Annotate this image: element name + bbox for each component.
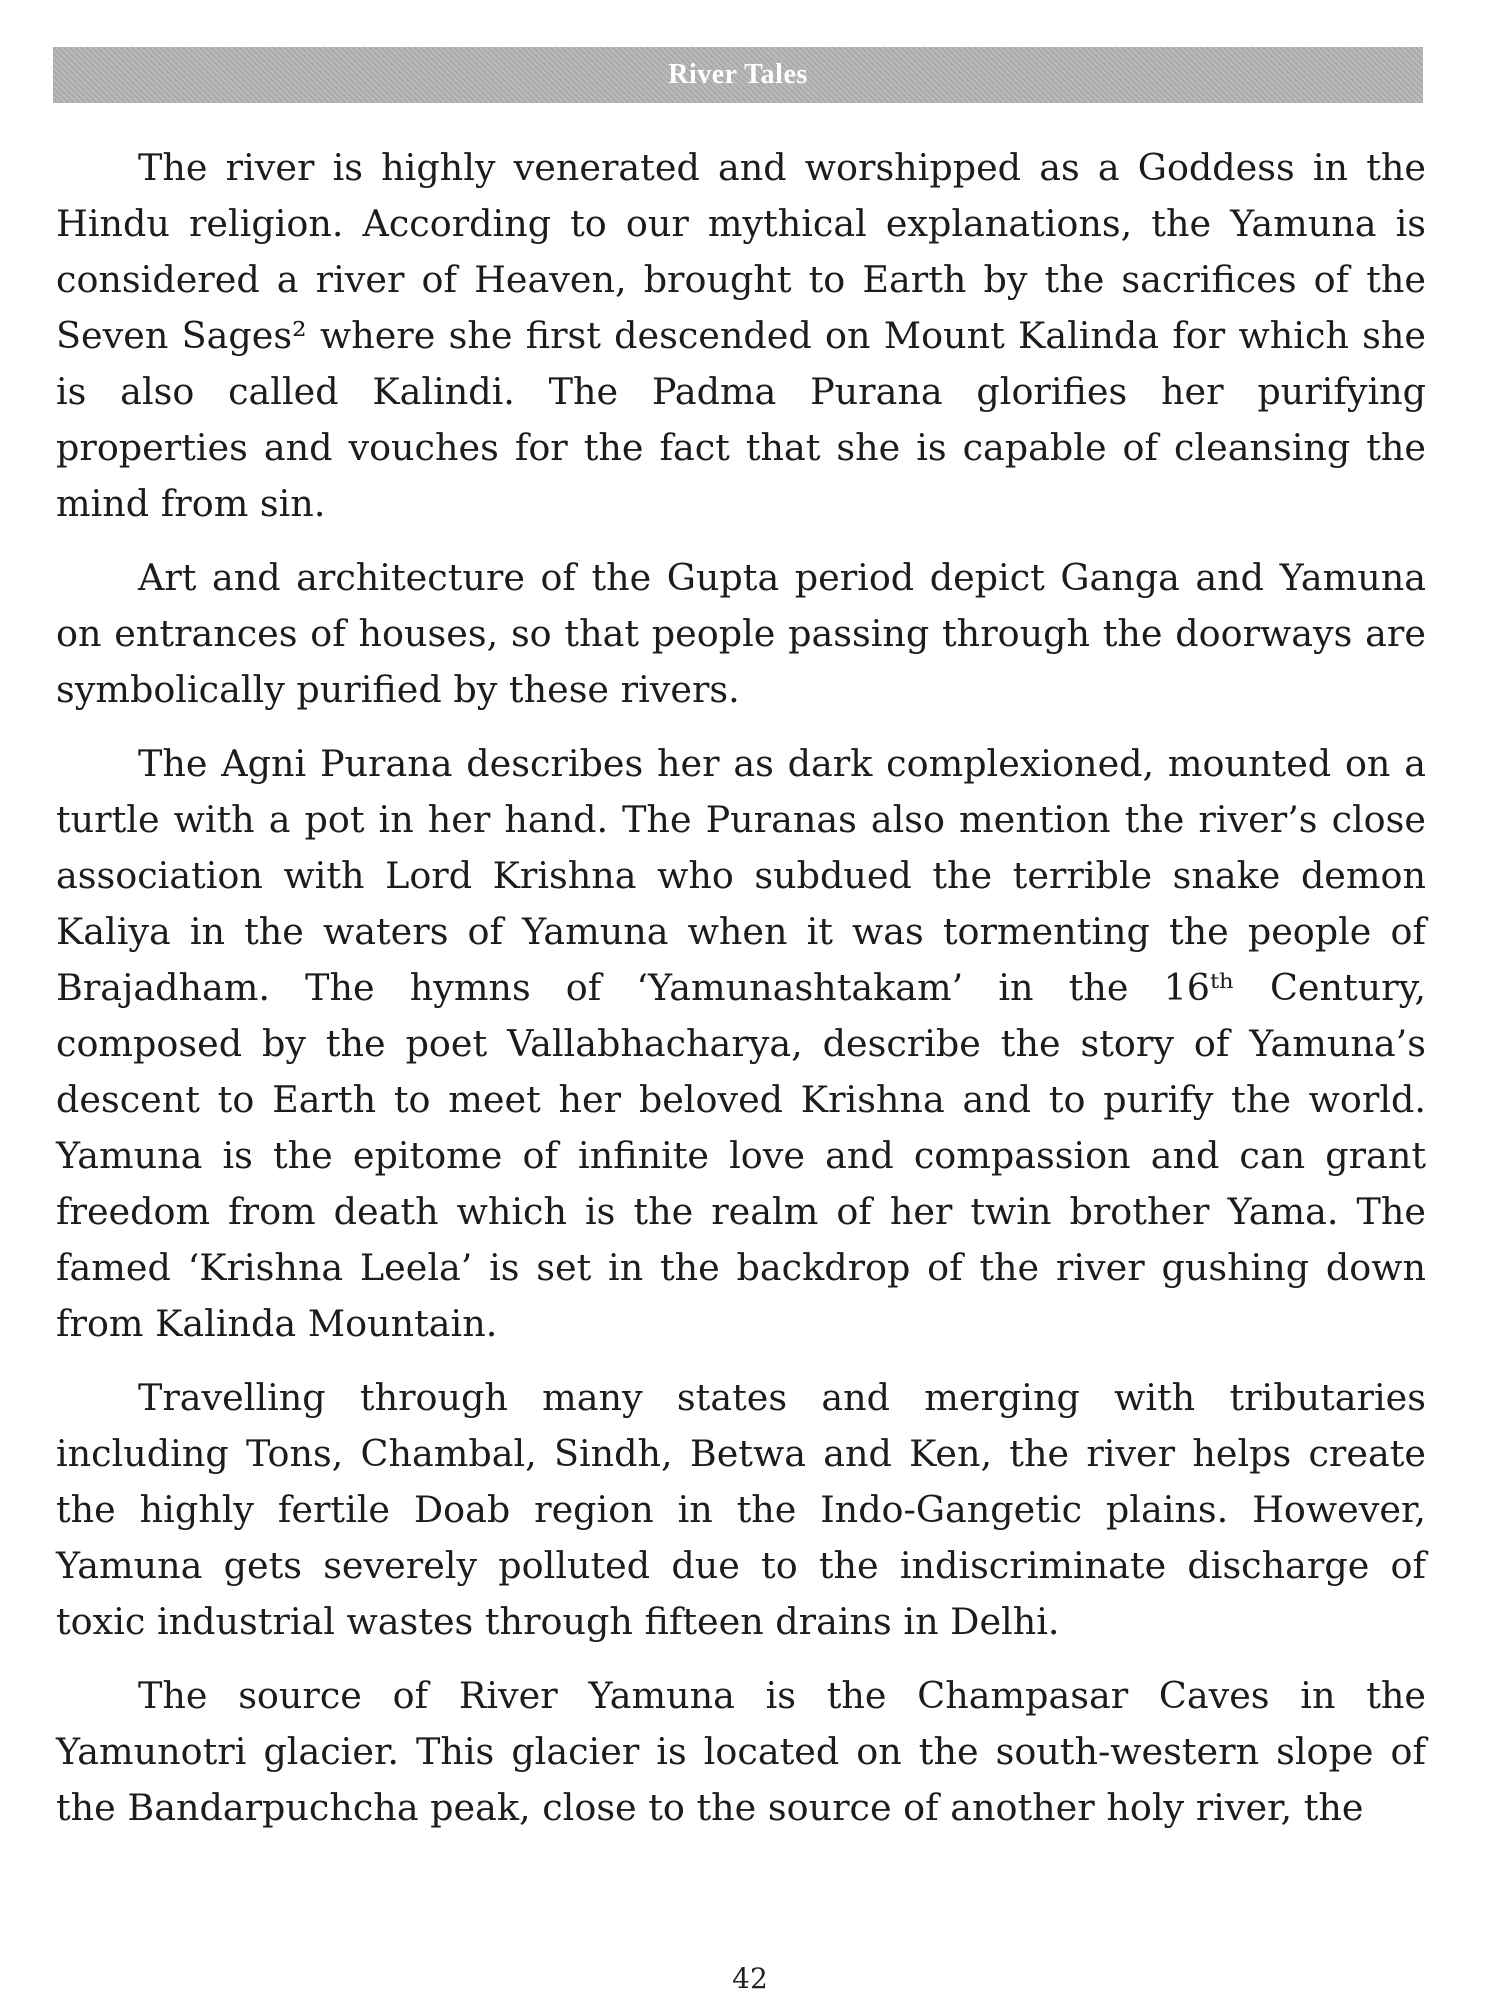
running-header — [53, 47, 1423, 103]
running-header-title: River Tales — [668, 59, 808, 90]
paragraph-gupta-art: Art and architecture of the Gupta period depict Ganga and Yamuna on entrances of houses, so that people passing through the doorways are symbolically purified by these rivers. — [56, 556, 1426, 711]
page-body — [56, 140, 1426, 1854]
paragraph-agni-purana: The Agni Purana describes her as dark complexioned, mounted on a turtle with a pot in her hand. The Puranas also mention the river’s close association with Lord Krishna who subdued the terrible snake demon Kaliya in the waters of Yamuna when it was tormenting the people of Brajadham. The hymns of ‘Yamunashtakam’ in the 16ᵗʰ Century, composed by the poet Vallabhacharya, describe the story of Yamuna’s descent to Earth to meet her beloved Krishna and to purify the world. Yamuna is the epitome of infinite love and compassion and can grant freedom from death which is the realm of her twin brother Yama. The famed ‘Krishna Leela’ is set in the backdrop of the river gushing down from Kalinda Mountain. — [56, 742, 1426, 1345]
paragraph-tributaries: Travelling through many states and merging with tributaries including Tons, Chambal, Sindh, Betwa and Ken, the river helps create the highly fertile Doab region in the Indo-Gangetic plains. However, Yamuna gets severely polluted due to the indiscriminate discharge of toxic industrial wastes through fifteen drains in Delhi. — [56, 1376, 1426, 1643]
page-number: 42 — [732, 1962, 768, 1995]
paragraph-source: The source of River Yamuna is the Champasar Caves in the Yamunotri glacier. This glacier is located on the south-western slope of the Bandarpuchcha peak, close to the source of another holy river, the — [56, 1674, 1426, 1829]
paragraph-yamuna-goddess: The river is highly venerated and worshipped as a Goddess in the Hindu religion. According to our mythical explanations, the Yamuna is considered a river of Heaven, brought to Earth by the sacrifices of the Seven Sages² where she first descended on Mount Kalinda for which she is also called Kalindi. The Padma Purana glorifies her purifying properties and vouches for the fact that she is capable of cleansing the mind from sin. — [56, 146, 1426, 525]
